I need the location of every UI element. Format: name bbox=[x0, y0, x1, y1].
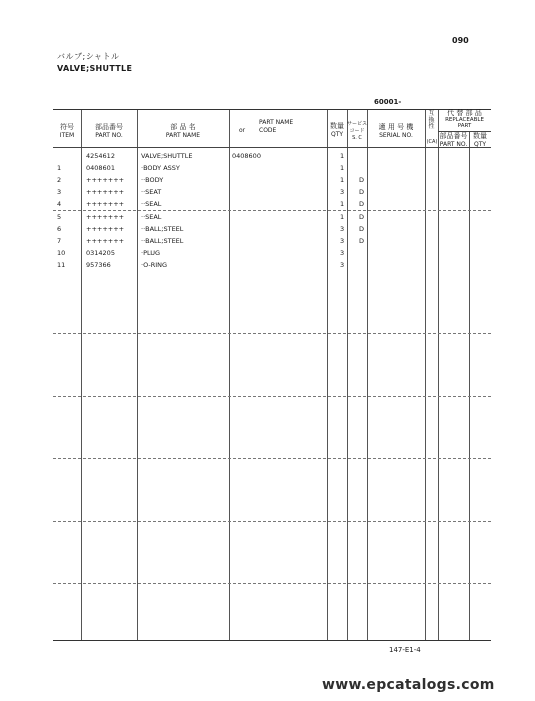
header-interchange: 互換性 bbox=[428, 110, 435, 130]
table-row bbox=[53, 223, 491, 235]
serial-range: 60001- bbox=[374, 98, 402, 106]
table-row bbox=[53, 186, 491, 198]
cell-item: 11 bbox=[57, 261, 66, 269]
cell-part-name: ··BODY bbox=[141, 176, 164, 184]
cell-part-no: +++++++ bbox=[86, 213, 125, 221]
table-row bbox=[53, 198, 491, 210]
row-group-divider bbox=[53, 396, 491, 397]
header-rep-part-no: 部品番号 PART NO. bbox=[439, 132, 468, 148]
cell-qty: 1 bbox=[340, 176, 345, 184]
table-row bbox=[53, 211, 491, 223]
cell-part-no: 957366 bbox=[86, 261, 111, 269]
cell-item: 6 bbox=[57, 225, 62, 233]
header-interchange-ca: (CA) bbox=[426, 139, 438, 145]
cell-item: 10 bbox=[57, 249, 66, 257]
cell-part-no: +++++++ bbox=[86, 176, 125, 184]
cell-part-no: +++++++ bbox=[86, 188, 125, 196]
cell-item: 2 bbox=[57, 176, 62, 184]
footer-reference-code: 147-E1-4 bbox=[389, 646, 421, 654]
cell-qty: 3 bbox=[340, 249, 345, 257]
cell-part-name: ·PLUG bbox=[141, 249, 161, 257]
cell-part-name: ··SEAL bbox=[141, 200, 162, 208]
header-replaceable: 代 替 部 品 REPLACEABLE PART bbox=[445, 109, 484, 129]
cell-qty: 3 bbox=[340, 188, 345, 196]
row-group-divider bbox=[53, 458, 491, 459]
cell-qty: 1 bbox=[340, 200, 345, 208]
header-part-name: 部 品 名 PART NAME bbox=[165, 123, 201, 139]
cell-item: 3 bbox=[57, 188, 62, 196]
cell-part-no: +++++++ bbox=[86, 237, 125, 245]
header-service-code: サービス コード S. C bbox=[347, 121, 368, 141]
cell-part-no: +++++++ bbox=[86, 225, 125, 233]
table-row bbox=[53, 247, 491, 259]
cell-item: 7 bbox=[57, 237, 62, 245]
title-english: VALVE;SHUTTLE bbox=[57, 64, 133, 73]
table-row bbox=[53, 174, 491, 186]
cell-qty: 3 bbox=[340, 261, 345, 269]
cell-part-name: ··SEAL bbox=[141, 213, 162, 221]
row-group-divider bbox=[53, 333, 491, 334]
cell-sc: D bbox=[359, 200, 365, 208]
cell-code: 0408600 bbox=[232, 152, 261, 160]
cell-sc: D bbox=[359, 213, 365, 221]
cell-item: 1 bbox=[57, 164, 62, 172]
cell-item: 5 bbox=[57, 213, 62, 221]
cell-sc: D bbox=[359, 188, 365, 196]
table-row bbox=[53, 259, 491, 271]
cell-qty: 1 bbox=[340, 152, 345, 160]
table-row bbox=[53, 235, 491, 247]
cell-part-name: ·O-RING bbox=[141, 261, 168, 269]
cell-qty: 1 bbox=[340, 164, 345, 172]
row-group-divider bbox=[53, 583, 491, 584]
header-part-no: 部品番号 PART NO. bbox=[95, 123, 123, 139]
watermark: www.epcatalogs.com bbox=[322, 677, 495, 693]
cell-part-name: ··SEAT bbox=[141, 188, 162, 196]
cell-part-no: 4254612 bbox=[86, 152, 115, 160]
table-row bbox=[53, 162, 491, 174]
header-serial: 適 用 号 機 SERIAL NO. bbox=[378, 123, 414, 139]
header-qty: 数量 QTY bbox=[330, 122, 344, 138]
header-part-name-code: PART NAME CODE bbox=[259, 119, 294, 134]
cell-part-name: ·BODY ASSY bbox=[141, 164, 180, 172]
cell-part-name: VALVE;SHUTTLE bbox=[141, 152, 193, 160]
header-or: or bbox=[239, 127, 246, 134]
cell-qty: 1 bbox=[340, 213, 345, 221]
row-group-divider bbox=[53, 521, 491, 522]
header-separator bbox=[53, 147, 491, 148]
cell-part-name: ··BALL;STEEL bbox=[141, 237, 184, 245]
cell-part-no: 0314205 bbox=[86, 249, 115, 257]
table-row bbox=[53, 150, 491, 162]
cell-qty: 3 bbox=[340, 225, 345, 233]
cell-item: 4 bbox=[57, 200, 62, 208]
cell-sc: D bbox=[359, 237, 365, 245]
cell-sc: D bbox=[359, 225, 365, 233]
header-rep-qty: 数量 QTY bbox=[473, 132, 487, 148]
cell-part-no: +++++++ bbox=[86, 200, 125, 208]
page-number: 090 bbox=[452, 36, 469, 45]
cell-part-no: 0408601 bbox=[86, 164, 115, 172]
parts-table bbox=[53, 109, 491, 641]
cell-qty: 3 bbox=[340, 237, 345, 245]
header-item: 符号 ITEM bbox=[59, 123, 75, 139]
cell-sc: D bbox=[359, 176, 365, 184]
cell-part-name: ··BALL;STEEL bbox=[141, 225, 184, 233]
title-japanese: バルブ;シャトル bbox=[57, 52, 120, 61]
